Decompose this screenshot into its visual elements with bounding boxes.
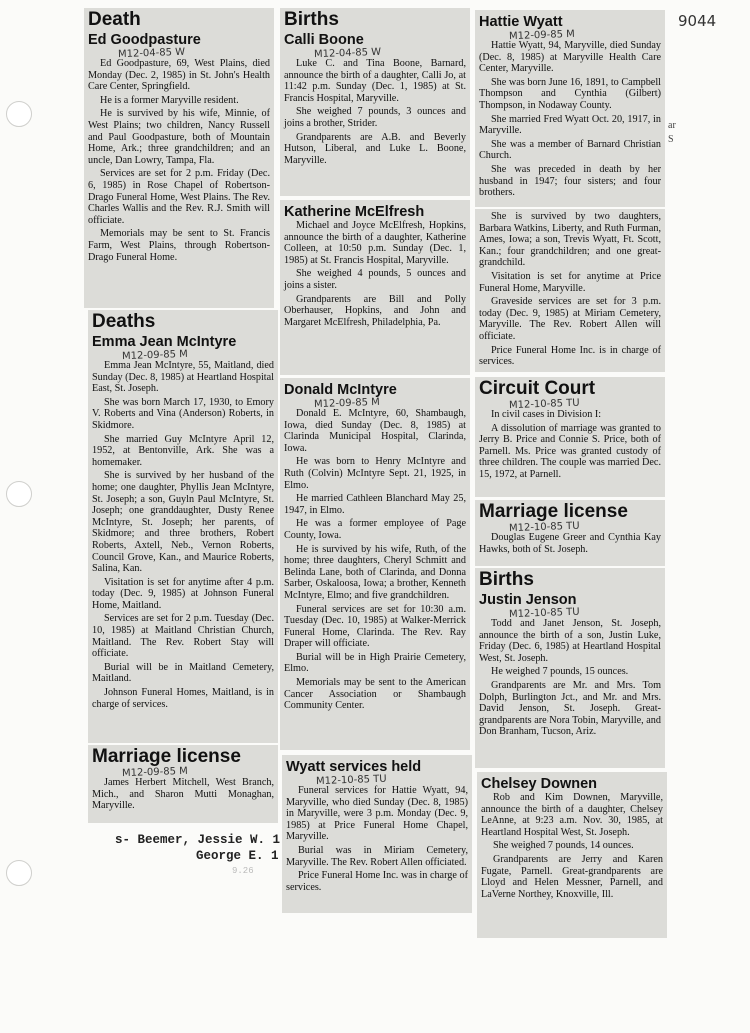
paragraph: Services are set for 2 p.m. Friday (Dec. 6, 1985) in Rose Chapel of Robertson-Drago Funeral Home, West Plains. The Rev. Charles Wallis and the Rev. R.J. Smith will officiate. — [88, 168, 270, 226]
section-header: Death — [88, 9, 141, 30]
handwritten-note: M12-10-85 TU — [508, 397, 580, 412]
paragraph: He married Cathleen Blanchard May 25, 1947, in Elmo. — [284, 493, 466, 516]
punch-hole — [6, 101, 32, 127]
birth-name: Justin Jenson — [479, 592, 577, 608]
paragraph: He is survived by his wife, Minnie, of West Plains; two children, Nancy Russell and Paul Goodpasture, both of Mountain Home, Ark.; three grandchildren; and an uncle, Dan Lowry, Tampa, Fla. — [88, 108, 270, 166]
section-header: Births — [284, 9, 339, 30]
clipping-emma-mcintyre — [88, 310, 278, 743]
paragraph: Grandparents are Bill and Polly Oberhauser, Hopkins, and John and Margaret McElfresh, Philadelphia, Pa. — [284, 293, 466, 328]
paragraph: Price Funeral Home Inc. was in charge of services. — [286, 870, 468, 893]
paragraph: Services are set for 2 p.m. Tuesday (Dec. 10, 1985) at Maitland Christian Church, Maitland. The Rev. Robert Stay will officiate. — [92, 613, 274, 660]
handwritten-note: M12-09-85 M — [121, 348, 188, 363]
section-header: Marriage license — [479, 501, 628, 522]
paragraph: Funeral services for Hattie Wyatt, 94, Maryville, who died Sunday (Dec. 8, 1985) in Maryville, were 3 p.m. Monday (Dec. 9, 1985) at Price Funeral Home Chapel, Maryville. — [286, 785, 468, 843]
paragraph: Ed Goodpasture, 69, West Plains, died Monday (Dec. 2, 1985) in St. John's Health Care Center, Springfield. — [88, 58, 270, 93]
obituary-name: Emma Jean McIntyre — [92, 334, 237, 350]
paragraph: She married Guy McIntyre April 12, 1952, at Bentonville, Ark. She was a homemaker. — [92, 433, 274, 468]
birth-name: Calli Boone — [284, 32, 364, 48]
birth-name: Katherine McElfresh — [284, 204, 425, 220]
paragraph: He was born to Henry McIntyre and Ruth (Colvin) McIntyre Sept. 21, 1925, in Elmo. — [284, 456, 466, 491]
paragraph: She married Fred Wyatt Oct. 20, 1917, in Maryville. — [479, 113, 661, 137]
clipping-katherine-mcelfresh — [280, 200, 470, 375]
paragraph: Grandparents are A.B. and Beverly Hutson, Liberal, and Luke L. Boone, Maryville. — [284, 131, 466, 166]
paragraph: She is survived by two daughters, Barbara Watkins, Liberty, and Ruth Furman, Ames, Iowa; a son, Trevis Wyatt, Ft. Scott, Kan.; four grandchildren; and one great-grandchild. — [479, 211, 661, 269]
paragraph: Douglas Eugene Greer and Cynthia Kay Hawks, both of St. Joseph. — [479, 532, 661, 555]
paragraph: Visitation is set for anytime at Price Funeral Home, Maryville. — [479, 270, 661, 294]
paragraph: She was preceded in death by her husband in 1947; four sisters; and four brothers. — [479, 163, 661, 199]
paragraph: He was a former employee of Page County, Iowa. — [284, 518, 466, 541]
obituary-name: Hattie Wyatt — [479, 14, 563, 30]
section-header: Births — [479, 569, 534, 590]
paragraph: In civil cases in Division I: — [491, 409, 602, 420]
paragraph: She weighed 7 pounds, 3 ounces and joins a brother, Strider. — [284, 106, 466, 129]
clipping-donald-mcintyre — [280, 378, 470, 750]
obituary-name: Ed Goodpasture — [88, 32, 201, 48]
handwritten-note: M12-09-85 M — [121, 765, 188, 780]
clipping-marriage-license — [88, 745, 278, 823]
clipping-wyatt-services — [282, 755, 472, 913]
paragraph: Funeral services are set for 10:30 a.m. Tuesday (Dec. 10, 1985) at Walker-Merrick Funeral Home, Clarinda. The Rev. Ray Draper will officiate. — [284, 603, 466, 650]
section-header: Marriage license — [92, 746, 241, 767]
notice-title: Wyatt services held — [286, 759, 422, 775]
paragraph: Burial was in Miriam Cemetery, Maryville. The Rev. Robert Allen officiated. — [286, 844, 468, 868]
page-code: 9044 — [678, 12, 717, 30]
paragraph: He is survived by his wife, Ruth, of the home; three daughters, Cheryl Schmitt and Belinda Lane, both of Clarinda, and Donna Sarber, Oskaloosa, Iowa; a brother, Kenneth McIntyre, Elmo; and five grandchildren. — [284, 543, 466, 601]
typed-index-line: s- Beemer, Jessie W. 1 — [115, 833, 281, 847]
paragraph: James Herbert Mitchell, West Branch, Mich., and Sharon Mutti Monaghan, Maryville. — [92, 777, 274, 812]
paragraph: She weighed 7 pounds, 14 ounces. — [493, 840, 634, 852]
handwritten-note: M12-10-85 TU — [315, 773, 387, 788]
birth-name: Chelsey Downen — [481, 776, 598, 792]
paragraph: He is a former Maryville resident. — [100, 94, 239, 106]
clipping-chelsey-downen — [477, 772, 667, 938]
clipping-circuit-court — [475, 377, 665, 497]
section-header: Circuit Court — [479, 378, 596, 399]
paragraph: She is survived by her husband of the home; one daughter, Phyllis Jean McIntyre, St. Joseph; a son, Guyln Paul McIntyre, St. Joseph; one granddaughter, Dusty Renee McIntyre, St. Joseph; her parents, of Skidmore; and three brothers, Robert Roberts, Axtell, Neb., Vernon Roberts, Council Grove, Kan., and Maurice Roberts, Salina, Kan. — [92, 470, 274, 575]
paragraph: Graveside services are set for 3 p.m. today (Dec. 9, 1985) at Miriam Cemetery, Maryville. The Rev. Robert Allen will officiate. — [479, 296, 661, 342]
section-header: Deaths — [92, 311, 156, 332]
clipping-marriage-license-2 — [475, 500, 665, 566]
paragraph: Grandparents are Jerry and Karen Fugate, Parnell. Great-grandparents are Lloyd and Helen Messner, Parnell, and LaVerne Northey, Knoxville, Ill. — [481, 853, 663, 900]
handwritten-note: M12-04-85 W — [313, 46, 382, 61]
paragraph: Burial will be in Maitland Cemetery, Maitland. — [92, 661, 274, 685]
paragraph: Michael and Joyce McElfresh, Hopkins, announce the birth of a daughter, Katherine Colleen, at 10:50 p.m. Sunday (Dec. 1, 1985) at St. Francis Hospital, Maryville. — [284, 220, 466, 266]
paragraph: She was born June 16, 1891, to Campbell Thompson and Cynthia (Gilbert) Thompson, in Nodaway County. — [479, 76, 661, 111]
clipping-hattie-wyatt — [475, 10, 665, 207]
paragraph: A dissolution of marriage was granted to Jerry B. Price and Connie S. Price, both of Parnell. Ms. Price was granted custody of three children. The couple was married Dec. 15, 1972, at Parnell. — [479, 422, 661, 480]
obituary-name: Donald McIntyre — [284, 382, 397, 398]
punch-hole — [6, 481, 32, 507]
paragraph: Johnson Funeral Homes, Maitland, is in charge of services. — [92, 687, 274, 710]
paragraph: Luke C. and Tina Boone, Barnard, announce the birth of a daughter, Calli Jo, at 11:42 p.m. Sunday (Dec. 1, 1985) at St. Francis Hospital, Maryville. — [284, 58, 466, 104]
paragraph: Donald E. McIntyre, 60, Shambaugh, Iowa, died Sunday (Dec. 8, 1985) at Clarinda Municipal Hospital, Clarinda, Iowa. — [284, 408, 466, 454]
clipping-justin-jenson — [475, 568, 665, 768]
handwritten-note: M12-04-85 W — [117, 46, 186, 61]
paragraph: Burial will be in High Prairie Cemetery, Elmo. — [284, 651, 466, 675]
handwritten-note: M12-10-85 TU — [508, 606, 580, 621]
paragraph: She weighed 4 pounds, 5 ounces and joins a sister. — [284, 268, 466, 291]
edge-fragment: S — [668, 134, 674, 145]
paragraph: Memorials may be sent to the American Cancer Association or Shambaugh Community Center. — [284, 677, 466, 712]
paragraph: Rob and Kim Downen, Maryville, announce the birth of a daughter, Chelsey LeAnne, at 9:23 a.m. Nov. 30, 1985, at Heartland Hospital West, St. Joseph. — [481, 792, 663, 838]
clipping-hattie-wyatt-continued — [475, 209, 665, 372]
paragraph: Grandparents are Mr. and Mrs. Tom Dolph, Burlington Jct., and Mr. and Mrs. David Jenson, St. Joseph. Great-grandparents are Nora Tobin, Maryville, and Don Branham, Tucson, Ariz. — [479, 679, 661, 738]
clipping-calli-boone — [280, 8, 470, 196]
clipping-goodpasture — [84, 8, 274, 308]
paragraph: She was a member of Barnard Christian Church. — [479, 138, 661, 162]
handwritten-note: M12-09-85 M — [313, 396, 380, 411]
edge-fragment: ar — [668, 120, 676, 131]
handwritten-note: M12-09-85 M — [508, 28, 575, 43]
paragraph: Todd and Janet Jenson, St. Joseph, announce the birth of a son, Justin Luke, Friday (Dec. 6, 1985) at Heartland Hospital West, St. Joseph. — [479, 618, 661, 664]
paragraph: Hattie Wyatt, 94, Maryville, died Sunday (Dec. 8, 1985) at Maryville Health Care Center, Maryville. — [479, 40, 661, 75]
punch-hole — [6, 860, 32, 886]
faint-mark: 9.26 — [232, 866, 254, 876]
paragraph: Visitation is set for anytime after 4 p.m. today (Dec. 9, 1985) at Johnson Funeral Home, Maitland. — [92, 576, 274, 611]
paragraph: Price Funeral Home Inc. is in charge of services. — [479, 344, 661, 368]
typed-index-line: George E. 1 — [196, 849, 279, 863]
paragraph: Emma Jean McIntyre, 55, Maitland, died Sunday (Dec. 8, 1985) at Heartland Hospital East, St. Joseph. — [92, 360, 274, 395]
paragraph: He weighed 7 pounds, 15 ounces. — [491, 666, 629, 678]
paragraph: Memorials may be sent to St. Francis Farm, West Plains, through Robertson-Drago Funeral Home. — [88, 228, 270, 263]
handwritten-note: M12-10-85 TU — [508, 520, 580, 535]
paragraph: She was born March 17, 1930, to Emory V. Roberts and Vina (Anderson) Roberts, in Skidmore. — [92, 396, 274, 431]
